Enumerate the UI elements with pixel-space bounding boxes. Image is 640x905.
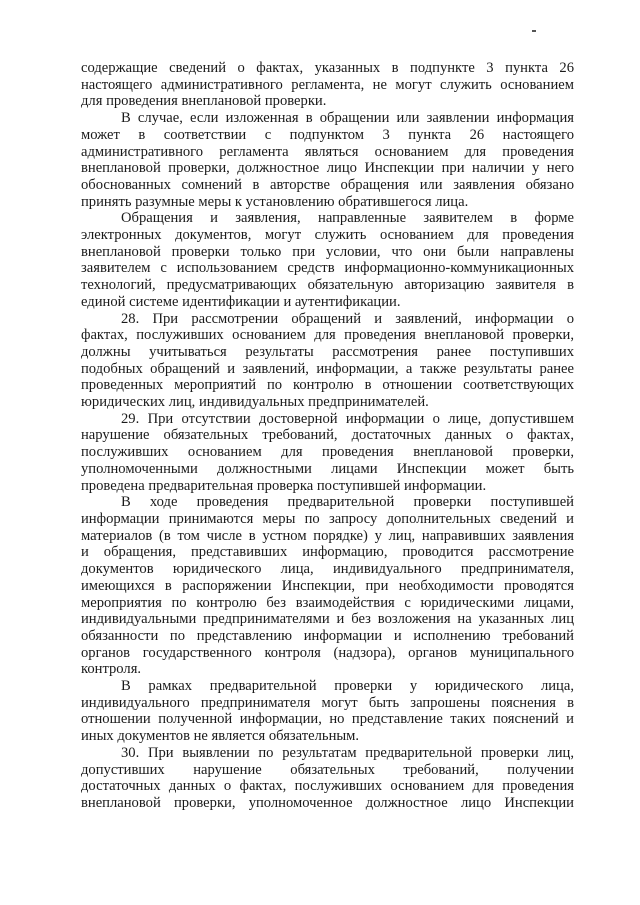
text-line: документов юридического лица, индивидуального предпринимателя, [81, 561, 574, 578]
text-line: электронных документов, могут служить основанием для проведения [81, 227, 574, 244]
text-line: контроля. [81, 661, 142, 678]
text-line: заявителем с использованием средств информационно-коммуникационных [81, 260, 574, 277]
text-line: Обращения и заявления, направленные заявителем в форме [121, 210, 574, 227]
text-line: нарушение обязательных требований, достаточных данных о фактах, [81, 427, 574, 444]
paragraph [81, 745, 574, 812]
text-line: принять разумные меры к установлению обратившегося лица. [81, 193, 469, 210]
paragraph [81, 210, 574, 310]
text-line: уполномоченными должностными лицами Инспекции может быть [81, 460, 574, 477]
corner-mark [532, 30, 536, 32]
text-line: обоснованных сомнений в авторстве обращения или заявления обязано [81, 176, 574, 193]
text-line: допустивших нарушение обязательных требований, получении [81, 761, 574, 778]
text-line: административного регламента являться основанием для проведения [81, 143, 574, 160]
text-line: и обращения, представивших информацию, проводится рассмотрение [81, 544, 574, 561]
text-line: единой системе идентификации и аутентификации. [81, 293, 401, 310]
text-line: достаточных данных о фактах, послуживших основанием для проведения [81, 778, 574, 795]
text-line: содержащие сведений о фактах, указанных в подпункте 3 пункта 26 [81, 60, 574, 76]
text-line: для проведения внеплановой проверки. [81, 93, 327, 110]
text-line: проведена предварительная проверка поступившей информации. [81, 477, 487, 494]
text-line: внеплановой проверки, уполномоченное должностное лицо Инспекции [81, 794, 574, 811]
text-line: мероприятия по контролю без взаимодействия с юридическими лицами, [81, 594, 574, 611]
text-line: 28. При рассмотрении обращений и заявлений, информации о [121, 310, 574, 327]
text-line: обязанности по представлению информации и исполнению требований [81, 627, 574, 644]
text-line: информации принимаются меры по запросу дополнительных сведений и [81, 510, 574, 527]
text-line: послуживших основанием для проведения внеплановой проверки, [81, 444, 574, 461]
paragraph [81, 411, 574, 495]
paragraph [81, 311, 574, 411]
text-line: 29. При отсутствии достоверной информации о лице, допустившем [121, 410, 574, 427]
text-line: проведенных мероприятий по контролю в отношении соответствующих [81, 377, 574, 394]
text-line: 30. При выявлении по результатам предварительной проверки лиц, [121, 744, 574, 761]
text-line: органов государственного контроля (надзора), органов муниципального [81, 644, 574, 661]
text-line: отношении полученной информации, но представление таких пояснений и [81, 711, 574, 728]
text-line: может в соответствии с подпунктом 3 пункта 26 настоящего [81, 126, 574, 143]
text-line: материалов (в том числе в устном порядке) у лиц, направивших заявления [81, 527, 574, 544]
text-line: технологий, предусматривающих обязательную авторизацию заявителя в [81, 277, 574, 294]
text-line: внеплановой проверки только при условии, что они были направлены [81, 243, 574, 260]
body-text [81, 60, 574, 812]
paragraph [81, 494, 574, 678]
text-line: иных документов не является обязательным. [81, 728, 360, 745]
text-line: имеющихся в распоряжении Инспекции, при необходимости проводятся [81, 577, 574, 594]
text-line: настоящего административного регламента, не могут служить основанием [81, 76, 574, 93]
text-line: индивидуального предпринимателя могут быть запрошены пояснения в [81, 694, 574, 711]
text-line: юридических лиц, индивидуальных предпринимателей. [81, 394, 429, 411]
text-line: подобных обращений и заявлений, информации, а также результаты ранее [81, 360, 574, 377]
text-line: В рамках предварительной проверки у юридического лица, [121, 678, 574, 695]
text-line: индивидуальными предпринимателями и без возложения на указанных лиц [81, 611, 574, 628]
paragraph [81, 60, 574, 110]
text-line: должны учитываться результаты рассмотрения ранее поступивших [81, 343, 574, 360]
paragraph [81, 110, 574, 210]
text-line: внеплановой проверки, должностное лицо Инспекции при наличии у него [81, 160, 574, 177]
text-line: В случае, если изложенная в обращении или заявлении информация [121, 110, 574, 127]
text-line: фактах, послуживших основанием для проведения внеплановой проверки, [81, 327, 574, 344]
paragraph [81, 678, 574, 745]
text-line: В ходе проведения предварительной проверки поступившей [121, 494, 574, 511]
